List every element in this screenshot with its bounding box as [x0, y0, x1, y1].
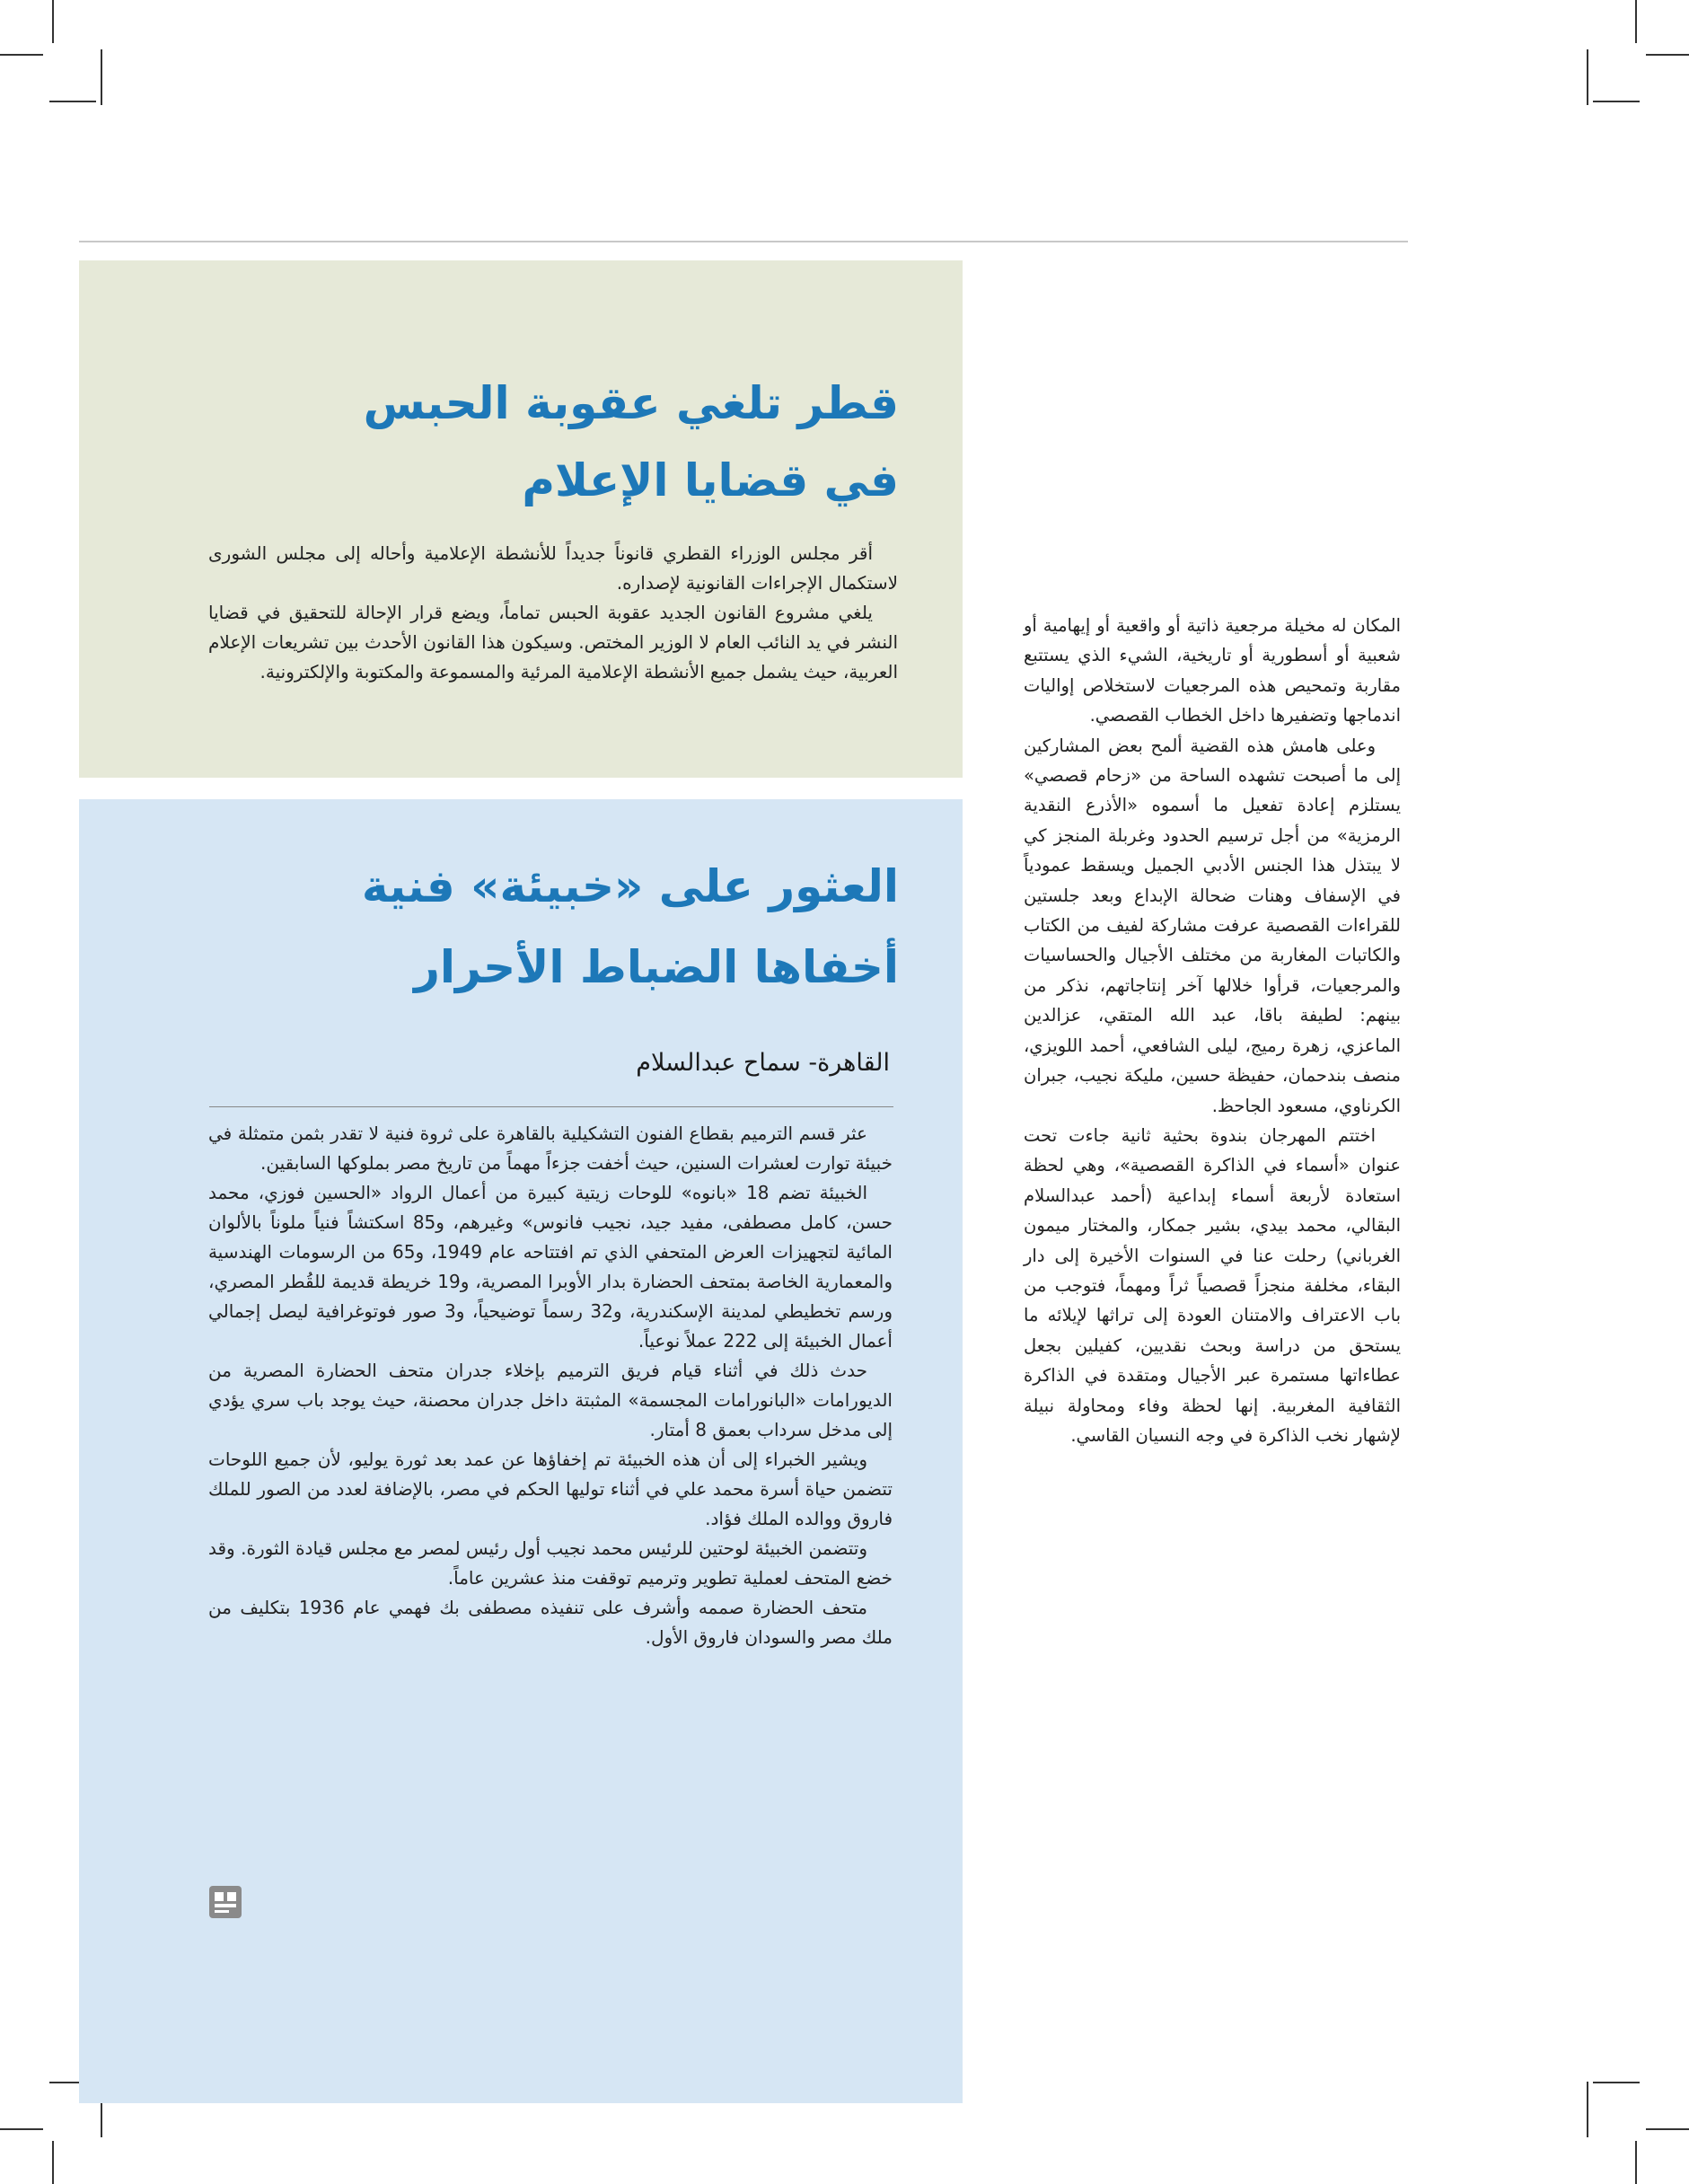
crop-mark [1593, 2082, 1640, 2083]
qatar-headline-line2: في قضايا الإعلام [522, 454, 899, 506]
qatar-article-body [208, 539, 898, 687]
qatar-article-box [79, 260, 963, 778]
crop-mark [1635, 0, 1637, 43]
treasure-article-body [208, 1119, 893, 1652]
festival-paragraph-3: اختتم المهرجان بندوة بحثية ثانية جاءت تحت عنوان «أسماء في الذاكرة القصصية»، وهي لحظة استعادة لأربعة أسماء إبداعية (أحمد عبدالسلام البقالي، محمد بيدي، بشير جمكار، والمختار ميمون الغرباني) رحلت عنا في السنوات الأخيرة إلى دار البقاء، مخلفة منجزاً قصصياً ثراً ومهماً، فتوجب من باب الاعتراف والامتنان العودة إلى تراثها لإيلائه ما يستحق من دراسة وبحث نقديين، كفيلين بجعل عطاءاتها مستمرة عبر الأجيال ومتقدة في الذاكرة الثقافية المغربية. إنها لحظة وفاء ومحاولة نبيلة لإشهار نخب الذاكرة في وجه النسيان القاسي. [1024, 1124, 1401, 1446]
crop-mark [0, 2128, 43, 2130]
byline-rule [209, 1106, 893, 1107]
qatar-paragraph-2: يلغي مشروع القانون الجديد عقوبة الحبس تماماً، ويضع قرار الإحالة للتحقيق في قضايا النشر في يد النائب العام لا الوزير المختص. وسيكون هذا القانون الأحدث بين تشريعات الإعلام العربية، حيث يشمل جميع الأنشطة الإعلامية المرئية والمسموعة والمكتوبة والإلكترونية. [208, 602, 898, 682]
crop-mark [1593, 101, 1640, 102]
crop-mark [101, 49, 102, 105]
treasure-paragraph-4: ويشير الخبراء إلى أن هذه الخبيئة تم إخفاؤها عن عمد بعد ثورة يوليو، لأن جميع اللوحات تتضمن حياة أسرة محمد علي في أثناء توليها الحكم في مصر، بالإضافة لعدد من الصور للملك فاروق ووالده الملك فؤاد. [208, 1449, 893, 1529]
treasure-paragraph-5: وتتضمن الخبيئة لوحتين للرئيس محمد نجيب أول رئيس لمصر مع مجلس قيادة الثورة. وقد خضع المتحف لعملية تطوير وترميم توقفت منذ عشرين عاماً. [208, 1537, 893, 1589]
treasure-paragraph-1: عثر قسم الترميم بقطاع الفنون التشكيلية بالقاهرة على ثروة فنية لا تقدر بثمن متمثلة في خبيئة توارت لعشرات السنين، حيث أخفت جزءاً مهماً من تاريخ مصر بملوكها السابقين. [208, 1123, 893, 1174]
article-end-logo-icon [209, 1886, 242, 1918]
treasure-paragraph-6: متحف الحضارة صممه وأشرف على تنفيذه مصطفى بك فهمي عام 1936 بتكليف من ملك مصر والسودان فاروق الأول. [208, 1597, 893, 1648]
crop-mark [1646, 54, 1689, 56]
crop-mark [52, 2141, 54, 2184]
crop-mark [0, 54, 43, 56]
festival-paragraph-2: وعلى هامش هذه القضية ألمح بعض المشاركين إلى ما أصبحت تشهده الساحة من «زحام قصصي» يستلزم إعادة تفعيل ما أسموه «الأذرع النقدية الرمزية» من أجل ترسيم الحدود وغربلة المنجز كي لا يبتذل هذا الجنس الأدبي الجميل ويسقط عمودياً في الإسفاف وهنات ضحالة الإبداع وبعد جلستين للقراءات القصصية عرفت مشاركة لفيف من الكتاب والكاتبات المغاربة من مختلف الأجيال والحساسيات والمرجعيات، قرأوا خلالها آخر إنتاجاتهم، نذكر من بينهم: لطيفة باقا، عبد الله المتقي، عزالدين الماعزي، زهرة رميج، ليلى الشافعي، أحمد اللويزي، منصف بندحمان، حفيظة حسين، مليكة نجيب، جبران الكرناوي، مسعود الجاحظ. [1024, 735, 1401, 1116]
qatar-paragraph-1: أقر مجلس الوزراء القطري قانوناً جديداً للأنشطة الإعلامية وأحاله إلى مجلس الشورى لاستكمال الإجراءات القانونية لإصداره. [208, 542, 898, 594]
crop-mark [1587, 49, 1588, 105]
crop-mark [49, 101, 96, 102]
crop-mark [1646, 2128, 1689, 2130]
festival-article-column [1024, 611, 1401, 1450]
treasure-headline-line1: العثور على «خبيئة» فنية [361, 860, 899, 912]
festival-paragraph-1: المكان له مخيلة مرجعية ذاتية أو واقعية أو إيهامية أو شعبية أو أسطورية أو تاريخية، الشيء الذي يستتبع مقاربة وتمحيص هذه المرجعيات لاستخلاص إواليات اندماجها وتضفيرها داخل الخطاب القصصي. [1024, 615, 1401, 727]
header-rule [79, 241, 1408, 242]
crop-mark [1587, 2082, 1588, 2137]
crop-mark [52, 0, 54, 43]
treasure-byline: القاهرة- سماح عبدالسلام [636, 1049, 890, 1077]
qatar-headline-line1: قطر تلغي عقوبة الحبس [363, 377, 899, 429]
treasure-paragraph-3: حدث ذلك في أثناء قيام فريق الترميم بإخلاء جدران متحف الحضارة المصرية من الديورامات «البانورامات المجسمة» المثبتة داخل جدران محصنة، حيث يوجد باب سري يؤدي إلى مدخل سرداب بعمق 8 أمتار. [208, 1360, 893, 1440]
treasure-headline-line2: أخفاها الضباط الأحرار [414, 941, 899, 993]
crop-mark [1635, 2141, 1637, 2184]
treasure-paragraph-2: الخبيئة تضم 18 «بانوه» للوحات زيتية كبيرة من أعمال الرواد «الحسين فوزي، محمد حسن، كامل مصطفى، مفيد جيد، نجيب فانوس» وغيرهم، و85 اسكتشاً فنياً ملوناً بالألوان المائية لتجهيزات العرض المتحفي الذي تم افتتاحه عام 1949، و65 من الرسومات الهندسية والمعمارية الخاصة بمتحف الحضارة بدار الأوبرا المصرية، و19 خريطة قديمة للقُطر المصري، ورسم تخطيطي لمدينة الإسكندرية، و32 رسماً توضيحياً، و3 صور فوتوغرافية ليصل إجمالي أعمال الخبيئة إلى 222 عملاً نوعياً. [208, 1182, 893, 1352]
